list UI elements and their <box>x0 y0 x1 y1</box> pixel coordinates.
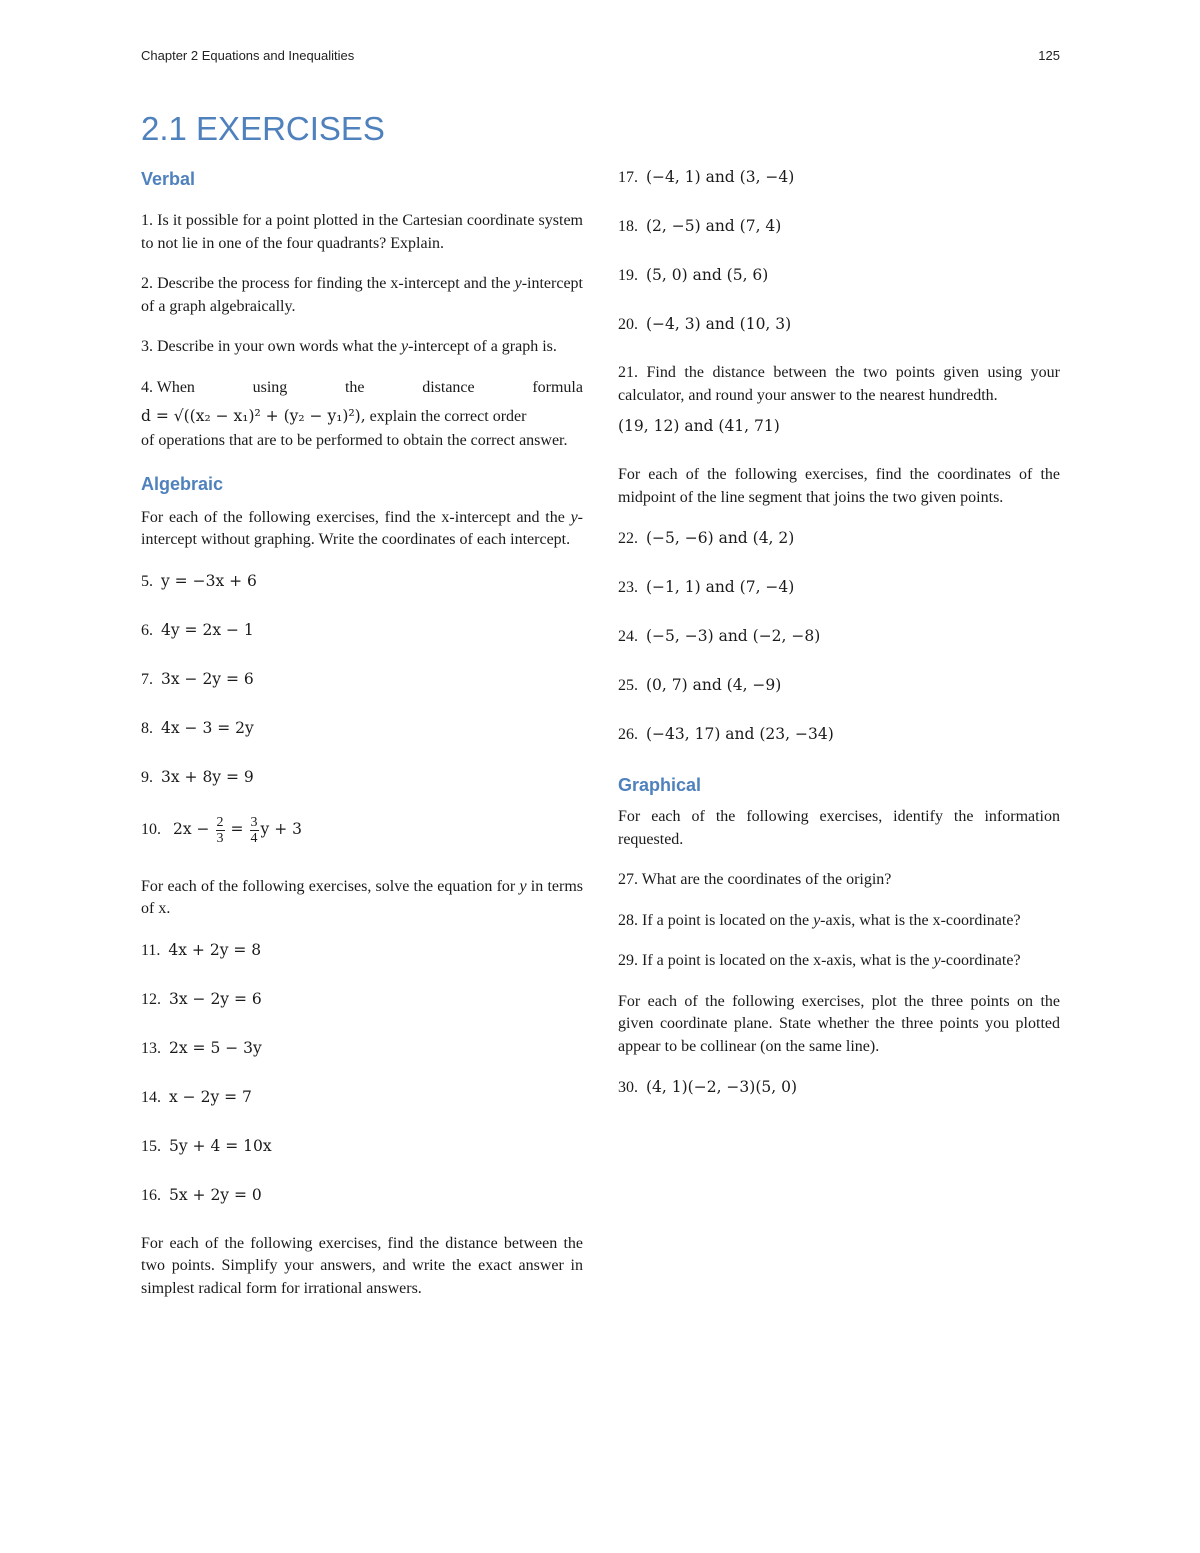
question-3: 3. Describe in your own words what the y-intercept of a graph is. <box>141 338 557 355</box>
exercise-8: 8. 4x − 3 = 2y <box>141 718 254 737</box>
fraction-two-thirds: $\frac{2}{3}$ <box>216 814 224 846</box>
question-27: 27. What are the coordinates of the origin? <box>618 871 892 888</box>
exercise-26: 26. (−43, 17) and (23, −34) <box>618 725 834 743</box>
exercise-16: 16. 5x + 2y = 0 <box>141 1185 262 1204</box>
left-column <box>141 166 583 1318</box>
exercise-17: 17. (−4, 1) and (3, −4) <box>618 168 795 186</box>
midpoint-intro: For each of the following exercises, find the coordinates of the midpoint of the line segment that joins the two given points. <box>618 466 1060 506</box>
exercise-20: 20. (−4, 3) and (10, 3) <box>618 315 792 333</box>
exercise-9: 9. 3x + 8y = 9 <box>141 767 254 786</box>
exercise-23: 23. (−1, 1) and (7, −4) <box>618 578 795 596</box>
distance-formula: d = √((x₂ − x₁)² + (y₂ − y₁)²), <box>141 407 366 425</box>
distance-intro: For each of the following exercises, find the distance between the two points. Simplify your answers, and write the exact answer in simplest radical form for irrational answers. <box>141 1234 583 1297</box>
question-1: 1. Is it possible for a point plotted in the Cartesian coordinate system to not lie in one of the four quadrants? Explain. <box>141 212 583 252</box>
exercise-13: 13. 2x = 5 − 3y <box>141 1038 262 1057</box>
right-column <box>618 166 1060 1125</box>
graphical-heading: Graphical <box>618 775 702 795</box>
exercise-5: 5. y = −3x + 6 <box>141 571 257 590</box>
page-title: 2.1 EXERCISES <box>141 110 385 147</box>
question-29: 29. If a point is located on the x-axis, what is the y-coordinate? <box>618 952 1021 969</box>
solve-intro: For each of the following exercises, solve the equation for y in terms of x. <box>141 877 583 917</box>
exercise-22: 22. (−5, −6) and (4, 2) <box>618 529 795 547</box>
exercise-10: 10. 2x − $\frac{2}{3}$ = $\frac{3}{4}$ y + 3 <box>141 814 302 846</box>
exercise-6: 6. 4y = 2x − 1 <box>141 620 254 639</box>
exercise-30: 30. (4, 1)(−2, −3)(5, 0) <box>618 1078 797 1096</box>
exercise-25: 25. (0, 7) and (4, −9) <box>618 676 782 694</box>
exercise-18: 18. (2, −5) and (7, 4) <box>618 217 782 235</box>
graphical-intro: For each of the following exercises, identify the information requested. <box>618 808 1060 848</box>
exercise-19: 19. (5, 0) and (5, 6) <box>618 266 769 284</box>
exercise-12: 12. 3x − 2y = 6 <box>141 989 262 1008</box>
question-2: 2. Describe the process for finding the x-intercept and the y-intercept of a graph algebraically. <box>141 275 583 315</box>
question-21-pair: (19, 12) and (41, 71) <box>618 417 780 435</box>
page-number: 125 <box>1038 48 1060 63</box>
plot-intro: For each of the following exercises, plot the three points on the given coordinate plane. State whether the three points you plotted appear to be collinear (on the same line). <box>618 992 1060 1055</box>
exercise-14: 14. x − 2y = 7 <box>141 1087 252 1106</box>
algebraic-intro: For each of the following exercises, find the x-intercept and the y-intercept without graphing. Write the coordinates of each intercept. <box>141 508 583 548</box>
algebraic-heading: Algebraic <box>141 473 224 494</box>
question-4: 4. When using the distance formula d = √((x₂ − x₁)² + (y₂ − y₁)²), explain the correct order <box>141 378 583 425</box>
verbal-heading: Verbal <box>141 169 196 189</box>
question-4-rest: of operations that are to be performed to obtain the correct answer. <box>141 432 568 449</box>
question-28: 28. If a point is located on the y-axis, what is the x-coordinate? <box>618 911 1021 929</box>
question-21: 21. Find the distance between the two points given using your calculator, and round your answer to the nearest hundredth. <box>618 364 1060 404</box>
exercise-15: 15. 5y + 4 = 10x <box>141 1136 272 1155</box>
exercise-11: 11. 4x + 2y = 8 <box>141 940 262 959</box>
exercise-24: 24. (−5, −3) and (−2, −8) <box>618 627 821 645</box>
question-4-line: 4. When using the distance formula <box>141 378 583 396</box>
chapter-header: Chapter 2 Equations and Inequalities <box>141 48 355 63</box>
exercise-7: 7. 3x − 2y = 6 <box>141 669 254 688</box>
fraction-three-fourths: $\frac{3}{4}$ <box>250 814 258 846</box>
